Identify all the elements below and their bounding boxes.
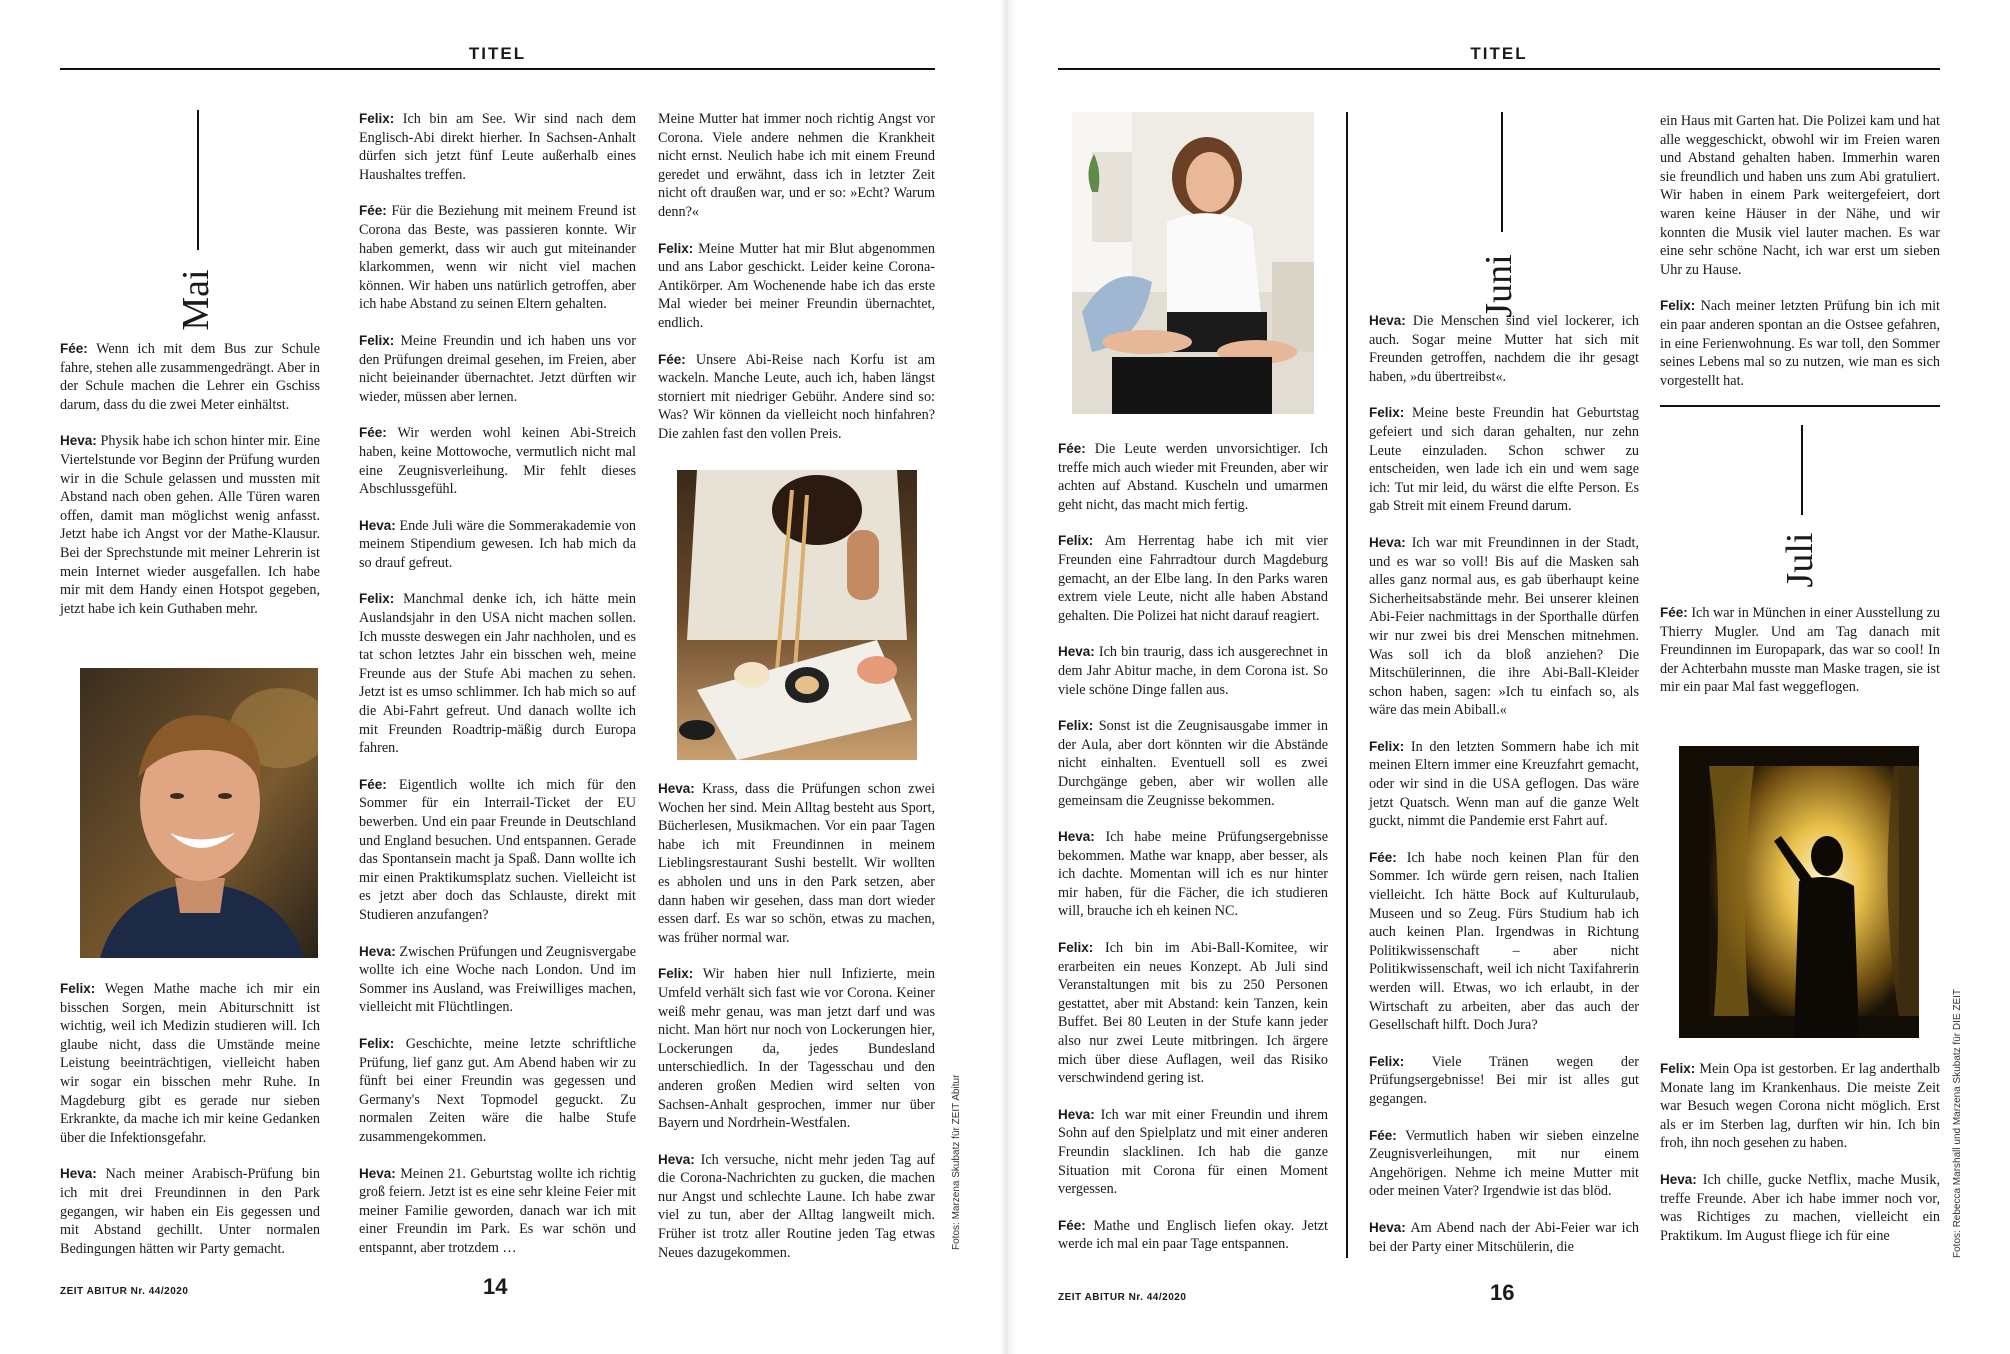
paragraph bbox=[1058, 1217, 1328, 1254]
paragraph-text: Unsere Abi-Reise nach Korfu ist am wackeln. Manche Leute, auch ich, haben längst storniert mit niedriger Gebühr. Andere sind so: Was? Wir können da vielleicht noch hinfahren? Die zahlen fast den vollen Preis. bbox=[658, 351, 936, 442]
paragraph-text: Nach meiner Arabisch-Prüfung bin ich mit drei Freundinnen in den Park gegangen, wir haben ein Eis gegessen und mit Abstand gechillt. Unter normalen Bedingungen hätten wir Party gemacht. bbox=[60, 1166, 321, 1257]
speaker-name: Felix: bbox=[359, 332, 395, 348]
paragraph-text: Meine beste Freundin hat Geburtstag gefeiert und sich daran gehalten, nur zehn Leute einzuladen. Schon schwer zu entscheiden, wen lade ich ein und wem sage ich: Tut mir leid, du wärst die elfte Person. Es gab Streit mit einem Freund darum. bbox=[1369, 405, 1639, 515]
paragraph-text: Die Menschen sind viel lockerer, ich auch. Sogar meine Mutter hat sich mit Freunden getroffen, nachdem die ihr gesagt haben, »du übertreibst«. bbox=[1369, 313, 1640, 385]
paragraph bbox=[1369, 1219, 1639, 1256]
paragraph bbox=[359, 943, 636, 1017]
right-col2 bbox=[1369, 312, 1639, 1274]
left-col1-top bbox=[60, 340, 320, 636]
month-mai: Mai bbox=[175, 269, 217, 331]
paragraph bbox=[658, 780, 935, 947]
paragraph-text: Ich habe meine Prüfungsergebnisse bekommen. Mathe war knapp, aber besser, als ich dachte. Momentan will ich es nur hinter mir haben, für die Fächer, die ich studieren will, brauche ich eh keinen NC. bbox=[1058, 829, 1328, 920]
paragraph-text: ein Haus mit Garten hat. Die Polizei kam und hat alle weggeschickt, obwohl wir im Freien waren und Abstand gehalten haben. Immerhin waren sie freundlich und haben uns zum Abi gratuliert. Wir haben in einem Park weitergefeiert, dort waren keine Häuser in der Nähe, und wir konnten die Musik viel lauter machen. Es war eine sehr schöne Nacht, ich war erst um sieben Uhr zu Hause. bbox=[1660, 113, 1940, 278]
paragraph bbox=[60, 980, 320, 1147]
paragraph bbox=[658, 965, 935, 1132]
photo-fee bbox=[1072, 112, 1314, 414]
right-divider-line bbox=[1346, 112, 1348, 1258]
speaker-name: Heva: bbox=[60, 433, 97, 449]
speaker-name: Felix: bbox=[359, 1035, 395, 1051]
speaker-name: Heva: bbox=[1058, 1106, 1095, 1122]
paragraph bbox=[1660, 604, 1940, 697]
right-header-rule bbox=[1058, 68, 1940, 70]
paragraph bbox=[359, 590, 636, 757]
paragraph bbox=[1058, 532, 1328, 625]
speaker-name: Felix: bbox=[359, 591, 395, 607]
juni-line bbox=[1501, 112, 1503, 232]
speaker-name: Felix: bbox=[1058, 533, 1094, 549]
paragraph bbox=[359, 110, 636, 184]
right-footer: ZEIT ABITUR Nr. 44/2020 bbox=[1058, 1292, 1187, 1303]
paragraph bbox=[60, 340, 320, 414]
paragraph-text: Ich war mit Freundinnen in der Stadt, und es war so voll! Bis auf die Masken sah alles ganz normal aus, es gab überhaupt keine Sicherheitsabstände mehr. Bei unserer kleinen Abi-Feier nachmittags in der Sporthalle dürfen wir nur zwei bis drei Menschen mitnehmen. Was soll ich da bloß anziehen? Die Mitschülerinnen, die ihre Abi-Ball-Kleider schon haben, sagen: »Ich tu einfach so, als wäre das mein Abiball.« bbox=[1369, 534, 1639, 719]
paragraph bbox=[658, 110, 935, 222]
paragraph-text: Nach meiner letzten Prüfung bin ich mit ein paar anderen spontan an die Ostsee gefahren, in eine Ferienwohnung. Es war toll, den Sommer seines Lebens mal so zu nutzen, wie man es sich vorgestellt hat. bbox=[1660, 298, 1940, 389]
paragraph-text: Wir haben hier null Infizierte, mein Umfeld verhält sich fast wie vor Corona. Keiner weiß mehr genau, was man jetzt darf und was nicht. Man hört nur noch von Lockerungen hier, Lockerungen da, jedes Bundesland unterschiedlich. In der Tagesschau und den anderen großen Medien wird selten von Sachsen-Anhalt gesprochen, immer nur über Bayern und Nordrhein-Westfalen. bbox=[658, 966, 935, 1132]
paragraph bbox=[1369, 1053, 1639, 1109]
paragraph bbox=[1660, 1060, 1940, 1153]
speaker-name: Fée: bbox=[359, 425, 387, 441]
paragraph-text: Meine Mutter hat mir Blut abgenommen und ans Labor geschickt. Leider keine Corona-Antikörper. Am Wochenende habe ich das erste Mal wieder bei meiner Freundin übernachtet, endlich. bbox=[658, 240, 935, 331]
paragraph bbox=[1369, 1127, 1639, 1201]
speaker-name: Felix: bbox=[1369, 1053, 1405, 1069]
paragraph-text: Ende Juli wäre die Sommerakademie von meinem Stipendium gewesen. Ich hab mich da so drauf gefreut. bbox=[359, 517, 637, 571]
photo-felix bbox=[80, 668, 318, 958]
right-page-header: TITEL bbox=[1470, 44, 1528, 63]
speaker-name: Felix: bbox=[1058, 718, 1094, 734]
paragraph-text: Ich bin am See. Wir sind nach dem Englisch-Abi direkt hierher. In Sachsen-Anhalt dürfen sich jetzt fünf Leute außerhalb eines Haushaltes treffen. bbox=[359, 111, 637, 183]
speaker-name: Fée: bbox=[1058, 1217, 1086, 1233]
speaker-name: Heva: bbox=[1369, 534, 1406, 550]
speaker-name: Felix: bbox=[359, 111, 395, 126]
paragraph bbox=[1058, 828, 1328, 921]
paragraph-text: Wir werden wohl keinen Abi-Streich haben, keine Mottowoche, vermutlich nicht mal eine Zeugnisverleihung. Mir fehlt dieses Abschlussgefühl. bbox=[359, 425, 636, 498]
paragraph-text: Ich bin im Abi-Ball-Komitee, wir erarbeiten ein neues Konzept. Ab Juli sind Veranstaltungen mit bis zu 250 Personen gestattet, aber mit Abstand: kein Tanzen, kein Buffet. Bei 80 Leuten in der Stufe kann jeder also nur zwei Leute mitbringen. Ich ärgere mich über diese Auflagen, weil das Risiko verschwindend gering ist. bbox=[1058, 940, 1329, 1087]
paragraph-text: Ich habe noch keinen Plan für den Sommer. Ich würde gern reisen, nach Italien vielleicht. Ich hätte Bock auf Kulturulaub, Museen und so Zeug. Fürs Studium hab ich auch keinen Plan. Irgendwas in Richtung Politikwissenschaft – aber nicht Politikwissenschaft, weil ich nicht Taxifahrerin werden will. Etwas, wo ich erlaubt, in der Wirtschaft zu arbeiten, aber das auch der Gesellschaft hilft. Doch Jura? bbox=[1369, 849, 1640, 1034]
paragraph-text: Manchmal denke ich, ich hätte mein Auslandsjahr in den USA nicht machen sollen. Ich musste deswegen ein Jahr nachholen, und es tat schon letztes Jahr ein bisschen weh, meine Freunde aus der Stufe Abi machen zu sehen. Jetzt ist es umso schlimmer. Ich hab mich so auf die Abi-Fahrt gefreut. Und danach wollte ich mit Freunden Roadtrip-mäßig durch Europa fahren. bbox=[359, 591, 636, 757]
speaker-name: Fée: bbox=[1058, 441, 1086, 456]
speaker-name: Fée: bbox=[60, 341, 88, 356]
left-photo-credit: Fotos: Marzena Skubatz für ZEIT Abitur bbox=[951, 1074, 962, 1250]
month-juni: Juni bbox=[1478, 254, 1520, 318]
paragraph-text: Ich war mit einer Freundin und ihrem Sohn auf den Spielplatz und mit einer anderen Freundin slacklinen. Ich hab die ganze Situation mit Corona für einen Moment vergessen. bbox=[1058, 1106, 1329, 1198]
speaker-name: Fée: bbox=[1660, 605, 1688, 620]
paragraph bbox=[1660, 1171, 1940, 1245]
speaker-name: Heva: bbox=[359, 1165, 396, 1181]
paragraph bbox=[658, 240, 935, 333]
paragraph bbox=[359, 202, 636, 314]
mai-line bbox=[197, 110, 199, 250]
paragraph-text: Vermutlich haben wir sieben einzelne Zeugnisverleihungen, mit nur einem Angehörigen. Nehme ich meine Mutter mit oder meinen Vater? Irgendwie ist das blöd. bbox=[1369, 1127, 1639, 1200]
paragraph bbox=[1660, 112, 1940, 279]
paragraph-text: Für die Beziehung mit meinem Freund ist Corona das Beste, was passieren konnte. Wir haben gemerkt, dass wir auch gut miteinander klarkommen, wenn wir nicht viel machen können. Wir haben uns natürlich getroffen, aber ich habe Abstand zu seinen Eltern gehalten. bbox=[359, 203, 637, 313]
speaker-name: Heva: bbox=[658, 781, 695, 796]
paragraph bbox=[1369, 738, 1639, 831]
speaker-name: Heva: bbox=[359, 943, 396, 959]
paragraph-text: Geschichte, meine letzte schriftliche Prüfung, lief ganz gut. Am Abend haben wir zu fünft bei einer Freundin was gegessen und Germany's Next Topmodel geguckt. Zu normalen Zeiten wäre die halbe Stufe zusammengekommen. bbox=[359, 1035, 637, 1145]
left-col2 bbox=[359, 110, 636, 1275]
paragraph bbox=[359, 517, 636, 573]
speaker-name: Fée: bbox=[1369, 1127, 1397, 1143]
paragraph bbox=[1058, 440, 1328, 514]
paragraph bbox=[1058, 643, 1328, 699]
paragraph bbox=[1058, 939, 1328, 1088]
speaker-name: Heva: bbox=[1660, 1171, 1697, 1187]
paragraph-text: Mathe und Englisch liefen okay. Jetzt werde ich mal ein paar Tage entspannen. bbox=[1058, 1217, 1328, 1253]
speaker-name: Fée: bbox=[1369, 849, 1397, 865]
photo-sushi bbox=[677, 470, 917, 760]
paragraph-text: Am Herrentag habe ich mit vier Freunden eine Fahrradtour durch Magdeburg gemacht, an der Elbe lang. In den Parks waren extrem viele Leute, nicht alle haben Abstand gehalten. Die Polizei hat nicht darauf reagiert. bbox=[1058, 533, 1329, 624]
right-col1 bbox=[1058, 440, 1328, 1272]
spread-gutter bbox=[1000, 0, 1016, 1354]
paragraph-text: Ich bin traurig, dass ich ausgerechnet in dem Jahr Abitur mache, in dem Corona ist. So viele schöne Dinge fallen aus. bbox=[1058, 644, 1328, 698]
paragraph-text: In den letzten Sommern habe ich mit meinen Eltern immer eine Kreuzfahrt gemacht, oder wir sind in die USA geflogen. Das wäre jetzt Quatsch. Wenn man auf die ganze Welt guckt, nimmt die Pandemie erst Fahrt auf. bbox=[1369, 738, 1639, 830]
right-col3-middle bbox=[1660, 604, 1940, 715]
photo-window bbox=[1679, 746, 1919, 1038]
paragraph bbox=[60, 432, 320, 618]
paragraph bbox=[1369, 312, 1639, 386]
speaker-name: Felix: bbox=[1660, 298, 1696, 314]
speaker-name: Heva: bbox=[1369, 313, 1406, 328]
month-juli: Juli bbox=[1779, 532, 1821, 588]
left-header-rule bbox=[60, 68, 935, 70]
paragraph-text: Meine Freundin und ich haben uns vor den Prüfungen dreimal gesehen, im Freien, aber nicht beieinander übernachtet. Jetzt dürften wir wieder, müssen aber lernen. bbox=[359, 332, 636, 405]
paragraph bbox=[60, 1165, 320, 1258]
paragraph-text: Ich war in München in einer Ausstellung zu Thierry Mugler. Und am Tag danach mit Freundinnen im Europapark, das war so cool! In der Achterbahn musste man Maske tragen, sie ist mir ein paar Mal fast weggeflogen. bbox=[1660, 605, 1940, 696]
paragraph-text: Meinen 21. Geburtstag wollte ich richtig groß feiern. Jetzt ist es eine sehr kleine Feier mit meiner Familie geworden, danach war ich mit einer Freundin im Park. Es war schön und entspannt, aber trotzdem … bbox=[359, 1165, 637, 1256]
speaker-name: Heva: bbox=[60, 1166, 97, 1182]
paragraph-text: Die Leute werden unvorsichtiger. Ich treffe mich auch wieder mit Freunden, aber wir achten auf Abstand. Kuscheln und umarmen geht nicht, das macht mich fertig. bbox=[1058, 441, 1329, 513]
speaker-name: Fée: bbox=[658, 351, 686, 367]
right-photo-credit: Fotos: Rebecca Marshall und Marzena Skubatz für DIE ZEIT bbox=[1952, 989, 1963, 1258]
paragraph bbox=[1058, 717, 1328, 810]
paragraph-text: Ich versuche, nicht mehr jeden Tag auf die Corona-Nachrichten zu gucken, die machen nur Angst und schlechte Laune. Ich habe zwar viel zu tun, aber der Alltag langweilt mich. Früher ist trotz aller Routine jeden Tag etwas Neues dazugekommen. bbox=[658, 1151, 936, 1261]
paragraph-text: Krass, dass die Prüfungen schon zwei Wochen her sind. Mein Alltag besteht aus Sport, Bücherlesen, Musikmachen. Vor ein paar Tagen habe ich mit Freundinnen in meinem Lieblingsrestaurant Sushi bestellt. Wir wollten es abholen und uns in den Park setzen, aber dann haben wir gesehen, dass man dort wieder essen darf. Es war so schön, etwas zu machen, was früher normal war. bbox=[658, 781, 936, 946]
speaker-name: Felix: bbox=[658, 966, 694, 982]
speaker-name: Felix: bbox=[1058, 940, 1094, 956]
speaker-name: Heva: bbox=[359, 517, 396, 533]
paragraph-text: Wenn ich mit dem Bus zur Schule fahre, stehen alle zusammengedrängt. Aber in der Schule machen die Lehrer ein Gschiss darum, dass du die zwei Meter einhältst. bbox=[60, 341, 320, 413]
paragraph bbox=[359, 1035, 636, 1147]
paragraph-text: Physik habe ich schon hinter mir. Eine Viertelstunde vor Beginn der Prüfung wurden wir in die Schule gelassen und mussten mit Abstand nach oben gehen. Alle Türen waren offen, damit man möglichst wenig anfasst. Jetzt habe ich Angst vor der Mathe-Klausur. Bei der Sprechstunde mit meiner Lehrerin ist mein Internet wieder ausgefallen. Ich habe mir mit dem Handy einen Hotspot gegeben, jetzt habe ich kein Guthaben mehr. bbox=[60, 433, 320, 617]
left-col3-top bbox=[658, 110, 935, 462]
paragraph bbox=[1369, 849, 1639, 1035]
paragraph bbox=[1058, 1106, 1328, 1199]
paragraph bbox=[1660, 297, 1940, 390]
speaker-name: Heva: bbox=[1058, 829, 1095, 845]
paragraph-text: Ich chille, gucke Netflix, mache Musik, treffe Freunde. Aber ich habe immer noch vor, was Richtiges zu machen, vielleicht ein Praktikum. Im August fliege ich für eine bbox=[1660, 1171, 1940, 1244]
paragraph bbox=[359, 1165, 636, 1258]
left-col1-bottom bbox=[60, 980, 320, 1276]
paragraph bbox=[658, 351, 935, 444]
paragraph bbox=[658, 1151, 935, 1263]
speaker-name: Heva: bbox=[658, 1151, 695, 1167]
paragraph bbox=[1369, 534, 1639, 720]
juli-rule bbox=[1660, 405, 1940, 407]
speaker-name: Felix: bbox=[1369, 405, 1405, 421]
left-page-header: TITEL bbox=[468, 44, 527, 63]
paragraph bbox=[359, 332, 636, 406]
right-page-number: 16 bbox=[1490, 1280, 1515, 1305]
paragraph-text: Viele Tränen wegen der Prüfungsergebnisse! Bei mir ist alles gut gegangen. bbox=[1369, 1053, 1639, 1107]
left-col3-bottom bbox=[658, 780, 935, 1280]
speaker-name: Felix: bbox=[1660, 1061, 1696, 1076]
paragraph-text: Meine Mutter hat immer noch richtig Angst vor Corona. Viele andere nehmen die Krankheit nicht ernst. Neulich habe ich mit einem Freund geredet und erwähnt, dass ich in letzter Zeit nicht oft draußen war, und er so: »Echt? Warum denn?« bbox=[658, 111, 935, 220]
paragraph bbox=[359, 424, 636, 498]
paragraph-text: Am Abend nach der Abi-Feier war ich bei der Party einer Mitschülerin, die bbox=[1369, 1219, 1639, 1255]
right-col3-bottom bbox=[1660, 1060, 1940, 1263]
speaker-name: Fée: bbox=[359, 776, 387, 792]
paragraph bbox=[359, 776, 636, 925]
left-footer: ZEIT ABITUR Nr. 44/2020 bbox=[60, 1286, 189, 1297]
speaker-name: Heva: bbox=[1058, 644, 1095, 660]
speaker-name: Felix: bbox=[1369, 738, 1405, 754]
paragraph-text: Mein Opa ist gestorben. Er lag anderthalb Monate lang im Krankenhaus. Die meiste Zeit war Besuch wegen Corona nicht möglich. Erst als er im Sterben lag, durften wir hin. Ich bin froh, ihn noch gesehen zu haben. bbox=[1660, 1061, 1940, 1152]
speaker-name: Heva: bbox=[1369, 1219, 1406, 1235]
speaker-name: Felix: bbox=[60, 981, 96, 996]
speaker-name: Fée: bbox=[359, 203, 387, 219]
paragraph-text: Zwischen Prüfungen und Zeugnisvergabe wollte ich eine Woche nach London. Und im Sommer ins Ausland, was Freiwilliges machen, vielleicht mit Flüchtlingen. bbox=[359, 943, 636, 1016]
paragraph-text: Wegen Mathe mache ich mir ein bisschen Sorgen, mein Abiturschnitt ist wichtig, weil ich Medizin studieren will. Ich glaube nicht, dass die Umstände meine Leistung beeinträchtigen, vielleicht haben wir sogar ein bisschen mehr Ruhe. In Magdeburg gibt es gerade nur sieben Erkrankte, da mache ich mir keine Gedanken über die Infektionsgefahr. bbox=[60, 981, 320, 1146]
speaker-name: Felix: bbox=[658, 240, 694, 256]
paragraph-text: Sonst ist die Zeugnisausgabe immer in der Aula, aber dort könnten wir die Abstände nicht einhalten. Eventuell soll es zwei Durchgänge geben, aber wir wollen alle gemeinsam die Zeugnisse bekommen. bbox=[1058, 718, 1329, 809]
paragraph bbox=[1369, 404, 1639, 516]
left-page-number: 14 bbox=[483, 1274, 508, 1299]
juli-line bbox=[1801, 425, 1803, 515]
right-col3-top bbox=[1660, 112, 1940, 408]
paragraph-text: Eigentlich wollte ich mich für den Sommer für ein Interrail-Ticket der EU bewerben. Und ein paar Freunde in Deutschland und England besuchen. Und entspannen. Gerade das Spontansein macht ja Spaß. Dann wollte ich mir einen Praktikumsplatz suchen. Vielleicht ist es jetzt aber doch das Schlauste, direkt mit Studieren anzufangen? bbox=[359, 776, 637, 923]
